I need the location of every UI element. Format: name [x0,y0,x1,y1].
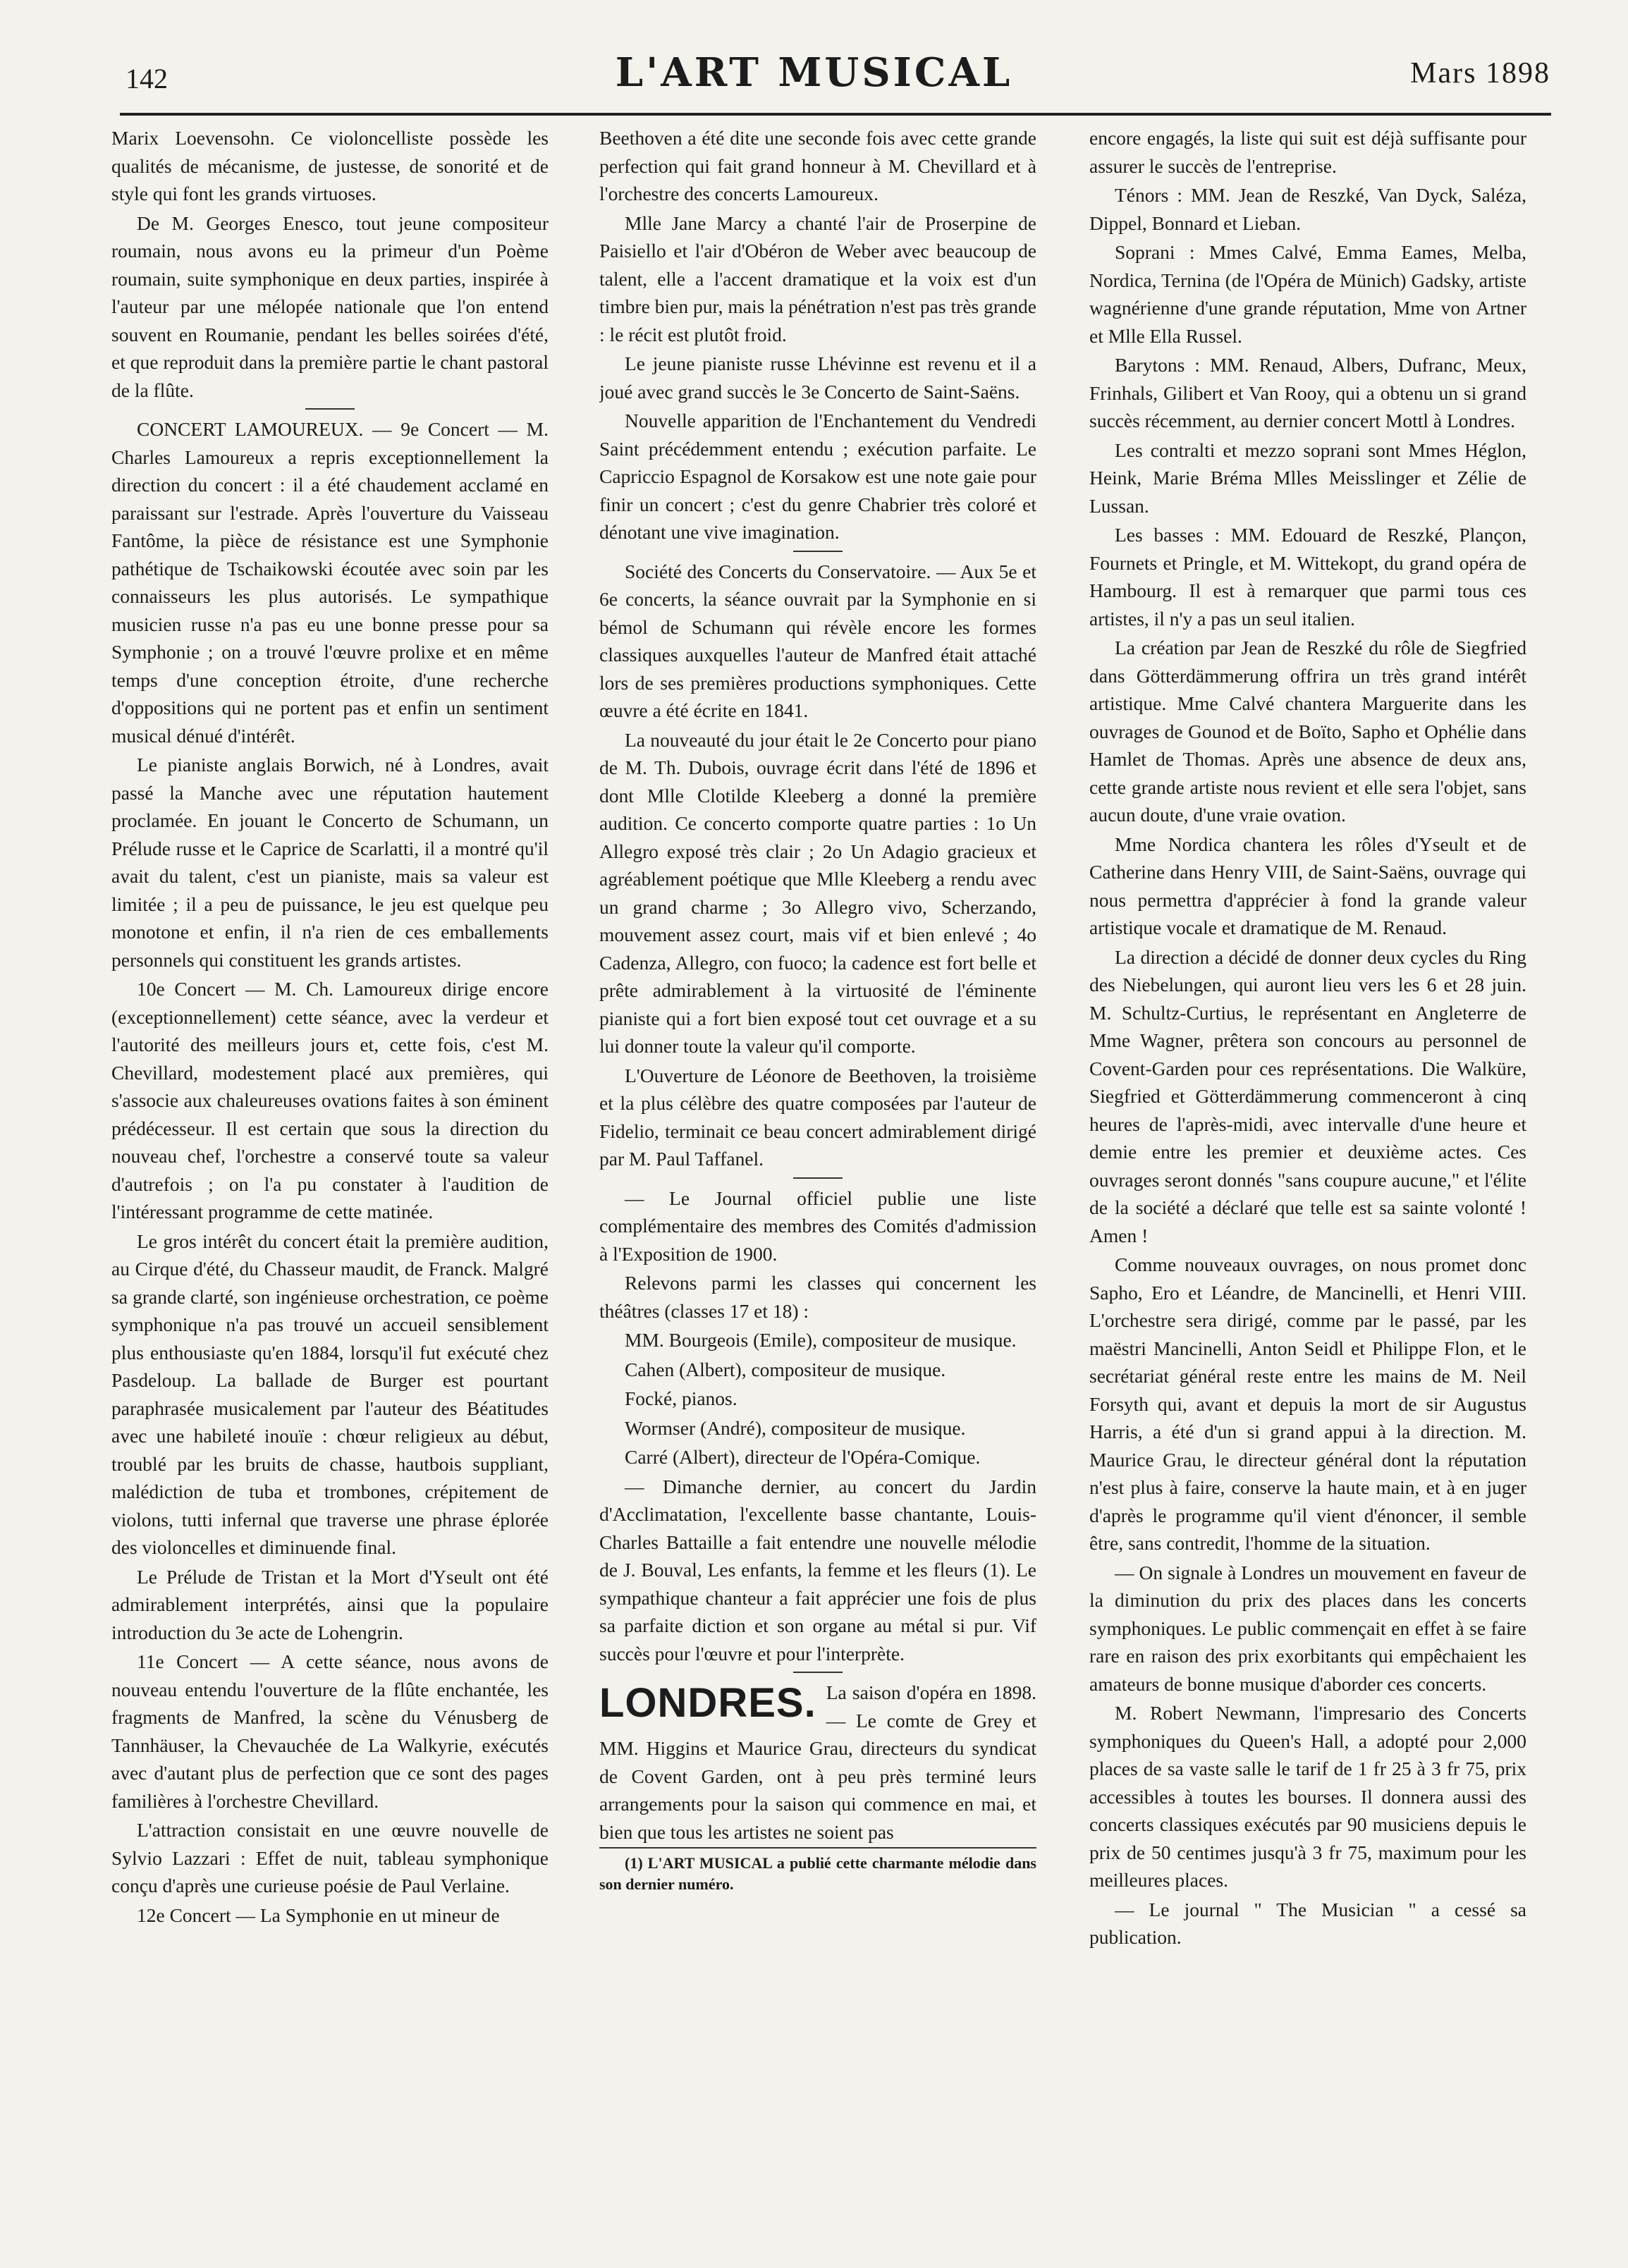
paragraph: L'Ouverture de Léonore de Beethoven, la troisième et la plus célèbre des quatre composées par l'auteur de Fidelio, terminait ce beau concert admirablement dirigé par M. Paul Taffanel. [599,1064,1036,1170]
paragraph: Le Prélude de Tristan et la Mort d'Yseult ont été admirablement interprétés, ainsi que la populaire introduction du 3e acte de Lohengrin. [111,1565,549,1643]
paragraph: encore engagés, la liste qui suit est déjà suffisante pour assurer le succès de l'entreprise. [1089,127,1526,177]
paragraph: De M. Georges Enesco, tout jeune compositeur roumain, nous avons eu la primeur d'un Poème roumain, suite symphonique en deux parties, inspirée à l'auteur par une mélopée nationale que l'on entend souvent en Roumanie, pendant les belles soirées d'été, et que reproduit dans la première partie le chant pastoral de la flûte. [111,212,549,401]
londres-section [599,1679,1036,1846]
londres-heading: LONDRES. [599,1680,816,1726]
list-item: Cahen (Albert), compositeur de musique. [625,1358,946,1380]
page-number: 142 [126,63,168,94]
paragraph: La création par Jean de Reszké du rôle de Siegfried dans Götterdämmerung offrira un très grand intérêt artistique. Mme Calvé chantera Marguerite dans les ouvrages de Gounod et de Boïto, Sapho et Ophélie dans Hamlet de Thomas. Après une absence de deux ans, cette grande artiste nous revient et elle sera l'objet, sans aucun doute, d'une vraie ovation. [1089,637,1526,826]
paragraph: Les contralti et mezzo soprani sont Mmes Héglon, Heink, Marie Bréma Mlles Meisslinger et Zélie de Lussan. [1089,439,1526,517]
paragraph: 12e Concert — La Symphonie en ut mineur de [137,1904,500,1926]
paragraph: 10e Concert — M. Ch. Lamoureux dirige encore (exceptionnellement) cette séance, avec la verdeur et l'autorité des meilleurs jours et, cette fois, c'est M. Chevillard, modestement placé aux premières, qui s'associe aux chaleureuses ovations faites à son éminent prédécesseur. Il est certain que sous la direction du nouveau chef, l'orchestre a conservé toute sa valeur d'autrefois ; on l'a pu constater à l'audition de l'intéressant programme de cette matinée. [111,978,549,1222]
section-divider [793,551,843,552]
paragraph: La saison d'opéra en 1898. — Le comte de Grey et MM. Higgins et Maurice Grau, directeurs du syndicat de Covent Garden, ont à peu près terminé leurs arrangements pour la saison qui commence en mai, et bien que tous les artistes ne soient pas [599,1681,1036,1843]
section-divider [793,1177,843,1179]
paragraph: Nouvelle apparition de l'Enchantement du Vendredi Saint précédemment entendu ; exécution parfaite. Le Capriccio Espagnol de Korsakow est une note gaie pour finir un concert ; c'est du genre Chabrier très coloré et dénotant une vive imagination. [599,410,1036,543]
section-divider [305,408,355,410]
paragraph: — Dimanche dernier, au concert du Jardin d'Acclimatation, l'excellente basse chantante, Louis-Charles Battaille a fait entendre une nouvelle mélodie de J. Bouval, Les enfants, la femme et les fleurs (1). Le sympathique chanteur a fait apprécier une fois de plus sa parfaite diction et son organe au métal si pur. Vif succès pour l'œuvre et pour l'interprète. [599,1475,1036,1665]
paragraph: Comme nouveaux ouvrages, on nous promet donc Sapho, Ero et Léandre, de Mancinelli, et Henri VIII. L'orchestre sera dirigé, comme par le passé, par les maëstri Mancinelli, Anton Seidl et Philippe Flon, et le secrétariat général reste entre les mains de M. Neil Forsyth qui, avant et depuis la mort de sir Augustus Harris, a été d'un si grand appui à la direction. M. Maurice Grau, le directeur général dont la réputation n'est plus à faire, conserve la haute main, et à en juger d'après le programme qu'il vient d'énoncer, il semble être, sans contredit, l'homme de la situation. [1089,1253,1526,1554]
paragraph: Relevons parmi les classes qui concernent les théâtres (classes 17 et 18) : [599,1272,1036,1322]
footnote: (1) L'ART MUSICAL a publié cette charmante mélodie dans son dernier numéro. [599,1847,1036,1895]
paragraph: Barytons : MM. Renaud, Albers, Dufranc, Meux, Frinhals, Gilibert et Van Rooy, qui a obtenu un si grand succès récemment, au dernier concert Mottl à Londres. [1089,354,1526,431]
paragraph: Le gros intérêt du concert était la première audition, au Cirque d'été, du Chasseur maudit, de Franck. Malgré sa grande clarté, son ingénieuse orchestration, ce poème symphonique n'a pas trouvé un accueil sensiblement plus enthousiaste qu'en 1884, lorsqu'il fut exécuté chez Pasdeloup. La ballade de Burger est pourtant paraphrasée musicalement par l'auteur des Béatitudes avec une habileté inouïe : chœur religieux au début, troublé par les bruits de chasse, hautbois suppliant, malédiction de tuba et trombones, crépitement de violons, tutti infernal que traverse une phrase éplorée des violoncelles et diminuende final. [111,1230,549,1558]
paragraph: La direction a décidé de donner deux cycles du Ring des Niebelungen, qui auront lieu vers les 6 et 28 juin. M. Schultz-Curtius, le représentant en Angleterre de Mme Wagner, prêtera son concours au personnel de Covent-Garden pour ces représentations. Die Walküre, Siegfried et Götterdämmerung commenceront à cinq heures de l'après-midi, avec intervalle d'une heure et demie entre les premier et deuxième actes. Ces ouvrages seront donnés "sans coupure aucune," et l'élite de la société a déclaré que telle est sa sainte volonté ! Amen ! [1089,945,1526,1246]
issue-date: Mars 1898 [1410,57,1550,90]
paragraph: M. Robert Newmann, l'impresario des Concerts symphoniques du Queen's Hall, a adopté pour 2,000 places de sa vaste salle le tarif de 1 fr 25 à 3 fr 75, prix accessibles à toutes les bourses. Il donnera aussi des concerts classiques exécutés par 90 musiciens depuis le prix de 50 centimes jusqu'à 3 fr 75, maximum pour les meilleures places. [1089,1702,1526,1891]
paragraph: Marix Loevensohn. Ce violoncelliste possède les qualités de mécanisme, de justesse, de sonorité et de style qui font les grands virtuoses. [111,127,549,204]
paragraph: Société des Concerts du Conservatoire. — Aux 5e et 6e concerts, la séance ouvrait par la Symphonie en si bémol de Schumann qui révèle encore les formes classiques auxquelles l'auteur de Manfred était attaché lors de ses premières productions symphoniques. Cette œuvre a été écrite en 1841. [599,560,1036,721]
list-item: Wormser (André), compositeur de musique. [625,1416,966,1439]
paragraph: 11e Concert — A cette séance, nous avons de nouveau entendu l'ouverture de la flûte enchantée, les fragments de Manfred, la scène du Vénusberg de Tannhäuser, la Chevauchée de La Walkyrie, exécutés avec d'autant plus de perfection que ce sont des pages familières à l'orchestre Chevillard. [111,1650,549,1812]
header-rule [120,113,1551,116]
paragraph: Ténors : MM. Jean de Reszké, Van Dyck, Saléza, Dippel, Bonnard et Lieban. [1089,184,1526,234]
column-2 [599,124,1036,2218]
paragraph: — Le journal " The Musician " a cessé sa publication. [1089,1898,1526,1948]
section-divider [793,1672,843,1673]
column-3 [1089,124,1526,2218]
paragraph: — Le Journal officiel publie une liste complémentaire des membres des Comités d'admission à l'Exposition de 1900. [599,1187,1036,1265]
paragraph: Soprani : Mmes Calvé, Emma Eames, Melba, Nordica, Ternina (de l'Opéra de Münich) Gadsky, artiste wagnérienne d'une grande réputation, Mme von Artner et Mlle Ella Russel. [1089,241,1526,347]
column-1 [111,124,549,2218]
paragraph: Le jeune pianiste russe Lhévinne est revenu et il a joué avec grand succès le 3e Concerto de Saint-Saëns. [599,353,1036,403]
paragraph: Mme Nordica chantera les rôles d'Yseult et de Catherine dans Henry VIII, de Saint-Saëns, ouvrage qui nous permettra d'apprécier à fond la grande valeur artistique vocale et dramatique de M. Renaud. [1089,833,1526,938]
paragraph: CONCERT LAMOUREUX. — 9e Concert — M. Charles Lamoureux a repris exceptionnellement la direction du concert : il a été chaudement acclamé en paraissant sur l'estrade. Après l'ouverture du Vaisseau Fantôme, la pièce de résistance est une Symphonie pathétique de Tschaikowski écoutée avec soin par les connaisseurs les plus autorisés. Le sympathique musicien russe n'a pas eu une bonne presse pour sa Symphonie ; on a trouvé l'œuvre prolixe et en même temps d'une conception étroite, d'une recherche d'oppositions qui ne portent pas et enfin un sentiment musical dénué d'intérêt. [111,418,549,747]
paragraph: Mlle Jane Marcy a chanté l'air de Proserpine de Paisiello et l'air d'Obéron de Weber avec beaucoup de talent, elle a l'accent dramatique et la voix est d'un timbre bien pur, mais la pénétration n'est pas très grande : le récit est plutôt froid. [599,212,1036,345]
paragraph: L'attraction consistait en une œuvre nouvelle de Sylvio Lazzari : Effet de nuit, tableau symphonique conçu d'après une curieuse poésie de Paul Verlaine. [111,1819,549,1896]
paragraph: La nouveauté du jour était le 2e Concerto pour piano de M. Th. Dubois, ouvrage écrit dans l'été de 1896 et dont Mlle Clotilde Kleeberg a donné la première audition. Ce concerto comporte quatre parties : 1o Un Allegro exposé très clair ; 2o Un Adagio gracieux et agréablement poétique que Mlle Kleeberg a rendu avec un grand charme ; 3o Allegro vivo, Scherzando, mouvement assez court, mais vif et bien enlevé ; 4o Cadenza, Allegro, con fuoco; la cadence est fort belle et prête admirablement à la virtuosité de l'éminente pianiste qui a fort bien exposé tout cet ouvrage et a su lui donner toute la valeur qu'il comporte. [599,728,1036,1057]
paragraph: Le pianiste anglais Borwich, né à Londres, avait passé la Manche avec une réputation hautement proclamée. En jouant le Concerto de Schumann, un Prélude russe et le Caprice de Scarlatti, il a montré qu'il avait du talent, c'est un pianiste, mais sa valeur est limitée ; il a peu de puissance, le jeu est quelque peu monotone et enfin, il n'a rien de ces emballements personnels qui constituent les grands artistes. [111,754,549,971]
paragraph: — On signale à Londres un mouvement en faveur de la diminution du prix des places dans les concerts symphoniques. Le public commençait en effet à se faire rare en raison des prix exorbitants qui empêchaient les amateurs de bonne musique d'aborder ces concerts. [1089,1561,1526,1695]
masthead-title: L'ART MUSICAL [615,49,1013,96]
paragraph: Les basses : MM. Edouard de Reszké, Plançon, Fournets et Pringle, et M. Wittekopt, du grand opéra de Hambourg. Il est à remarquer que parmi tous ces artistes, il n'y a pas un seul italien. [1089,524,1526,630]
list-item: MM. Bourgeois (Emile), compositeur de musique. [625,1329,1017,1351]
list-item: Carré (Albert), directeur de l'Opéra-Comique. [625,1446,981,1468]
paragraph: Beethoven a été dite une seconde fois avec cette grande perfection qui fait grand honneur à M. Chevillard et à l'orchestre des concerts Lamoureux. [599,127,1036,204]
list-item: Focké, pianos. [625,1387,738,1409]
